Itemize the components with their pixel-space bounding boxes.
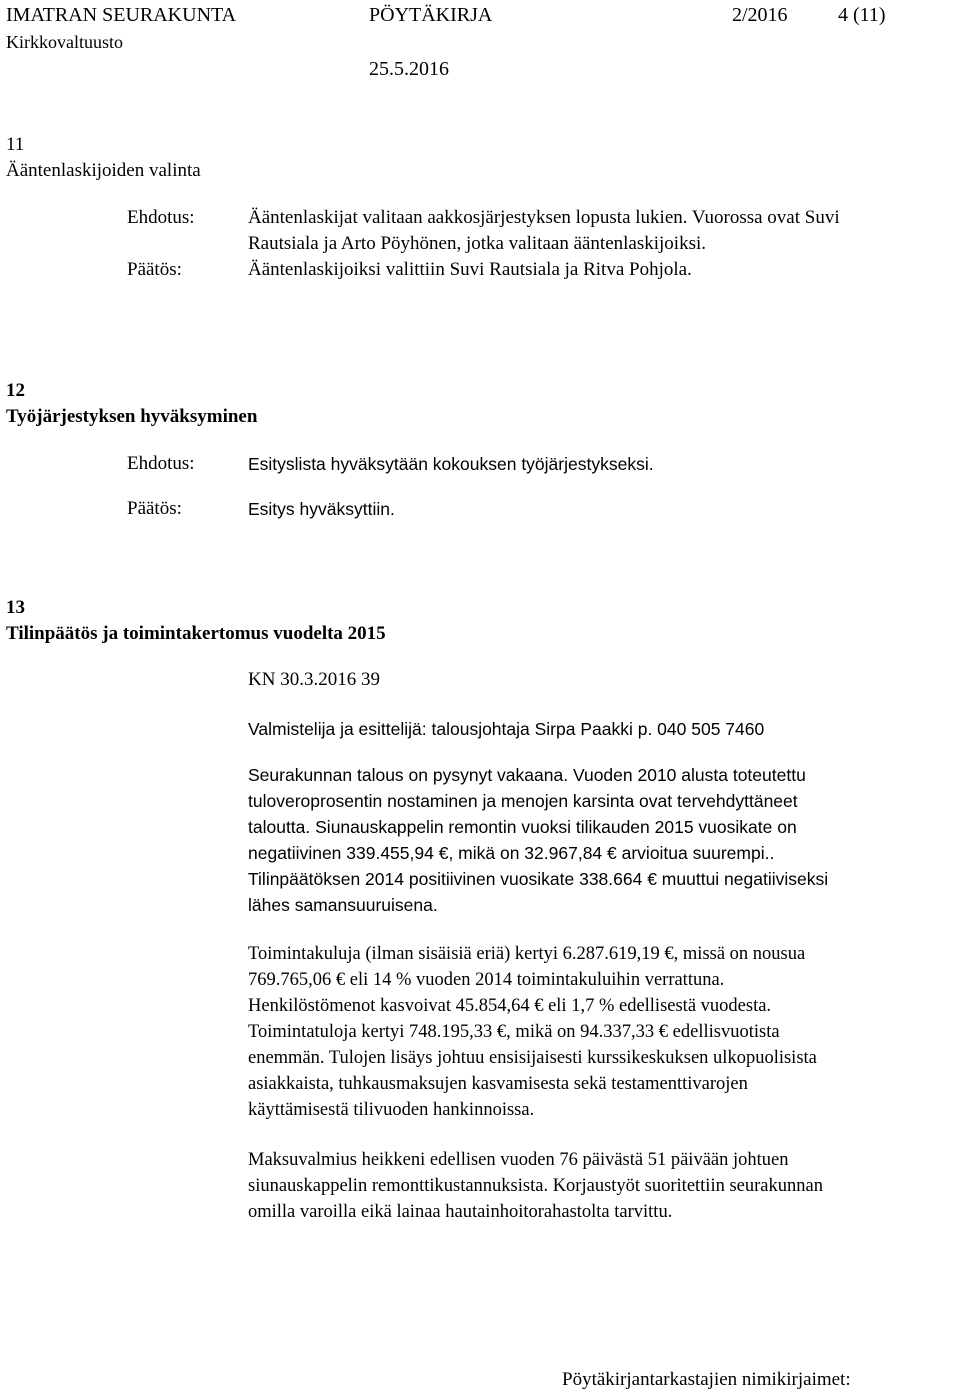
text-line: enemmän. Tulojen lisäys johtuu ensisijaisesti kurssikeskuksen ulkopuolisista <box>248 1048 817 1068</box>
text-line: asiakkaista, tuhkausmaksujen kasvamisesta sekä testamenttivarojen <box>248 1074 748 1094</box>
text-line: Rautsiala ja Arto Pöyhönen, jotka valitaan ääntenlaskijoiksi. <box>248 233 707 254</box>
text-line: Toimintatuloja kertyi 748.195,33 €, mikä on 94.337,33 € edellisvuotista <box>248 1022 780 1042</box>
decision-label: Päätös: <box>127 498 182 519</box>
decision-label: Päätös: <box>127 259 182 280</box>
text-line: siunauskappelin remonttikustannuksista. Korjaustyöt suoritettiin seurakunnan <box>248 1176 823 1196</box>
section-title: Työjärjestyksen hyväksyminen <box>6 406 258 427</box>
page-number: 4 (11) <box>838 4 886 26</box>
text-line: Toimintakuluja (ilman sisäisiä eriä) kertyi 6.287.619,19 €, missä on nousua <box>248 944 806 964</box>
proposal-text: Esityslista hyväksytään kokouksen työjärjestykseksi. <box>248 454 654 474</box>
section-title: Ääntenlaskijoiden valinta <box>6 160 201 181</box>
paragraph-finances <box>248 762 948 918</box>
text-line: omilla varoilla eikä lainaa hautainhoitorahastolta tarvittu. <box>248 1202 673 1222</box>
text-line: negatiivinen 339.455,94 €, mikä on 32.967,84 € arvioitua suurempi.. <box>248 843 775 863</box>
section-title: Tilinpäätös ja toimintakertomus vuodelta 2015 <box>6 623 386 644</box>
text-line: 769.765,06 € eli 14 % vuoden 2014 toimintakuluihin verrattuna. <box>248 970 725 990</box>
meeting-body: Kirkkovaltuusto <box>6 32 123 52</box>
section-number: 13 <box>6 597 25 618</box>
text-line: taloutta. Siunauskappelin remontin vuoksi tilikauden 2015 vuosikate on <box>248 817 797 837</box>
text-line: tuloveroprosentin nostaminen ja menojen karsinta ovat tervehdyttäneet <box>248 791 798 811</box>
text-line: Maksuvalmius heikkeni edellisen vuoden 76 päivästä 51 päivään johtuen <box>248 1150 789 1170</box>
text-line: käyttämisestä tilivuoden hankinnoissa. <box>248 1100 535 1120</box>
proposal-label: Ehdotus: <box>127 207 195 228</box>
meeting-date: 25.5.2016 <box>369 58 449 80</box>
document-number: 2/2016 <box>732 4 788 26</box>
text-line: lähes samansuuruisena. <box>248 895 438 915</box>
organization-name: IMATRAN SEURAKUNTA <box>6 4 237 26</box>
preparer-line: Valmistelija ja esittelijä: talousjohtaja Sirpa Paakki p. 040 505 7460 <box>248 719 765 739</box>
reference-line: KN 30.3.2016 39 <box>248 669 380 690</box>
decision-text: Ääntenlaskijoiksi valittiin Suvi Rautsiala ja Ritva Pohjola. <box>248 259 692 280</box>
paragraph-operating-costs <box>248 941 948 1123</box>
paragraph-liquidity <box>248 1147 948 1225</box>
proposal-label: Ehdotus: <box>127 453 195 474</box>
text-line: Ääntenlaskijat valitaan aakkosjärjestyksen lopusta lukien. Vuorossa ovat Suvi <box>248 207 840 228</box>
text-line: Tilinpäätöksen 2014 positiivinen vuosikate 338.664 € muuttui negatiiviseksi <box>248 869 829 889</box>
text-line: Henkilöstömenot kasvoivat 45.854,64 € eli 1,7 % edellisestä vuodesta. <box>248 996 772 1016</box>
section-number: 11 <box>6 134 25 155</box>
signatures-label: Pöytäkirjantarkastajien nimikirjaimet: <box>562 1369 851 1390</box>
document-type: PÖYTÄKIRJA <box>369 4 493 26</box>
decision-text: Esitys hyväksyttiin. <box>248 499 395 519</box>
text-line: Seurakunnan talous on pysynyt vakaana. Vuoden 2010 alusta toteutettu <box>248 765 806 785</box>
proposal-text <box>248 205 948 257</box>
section-number: 12 <box>6 380 25 401</box>
